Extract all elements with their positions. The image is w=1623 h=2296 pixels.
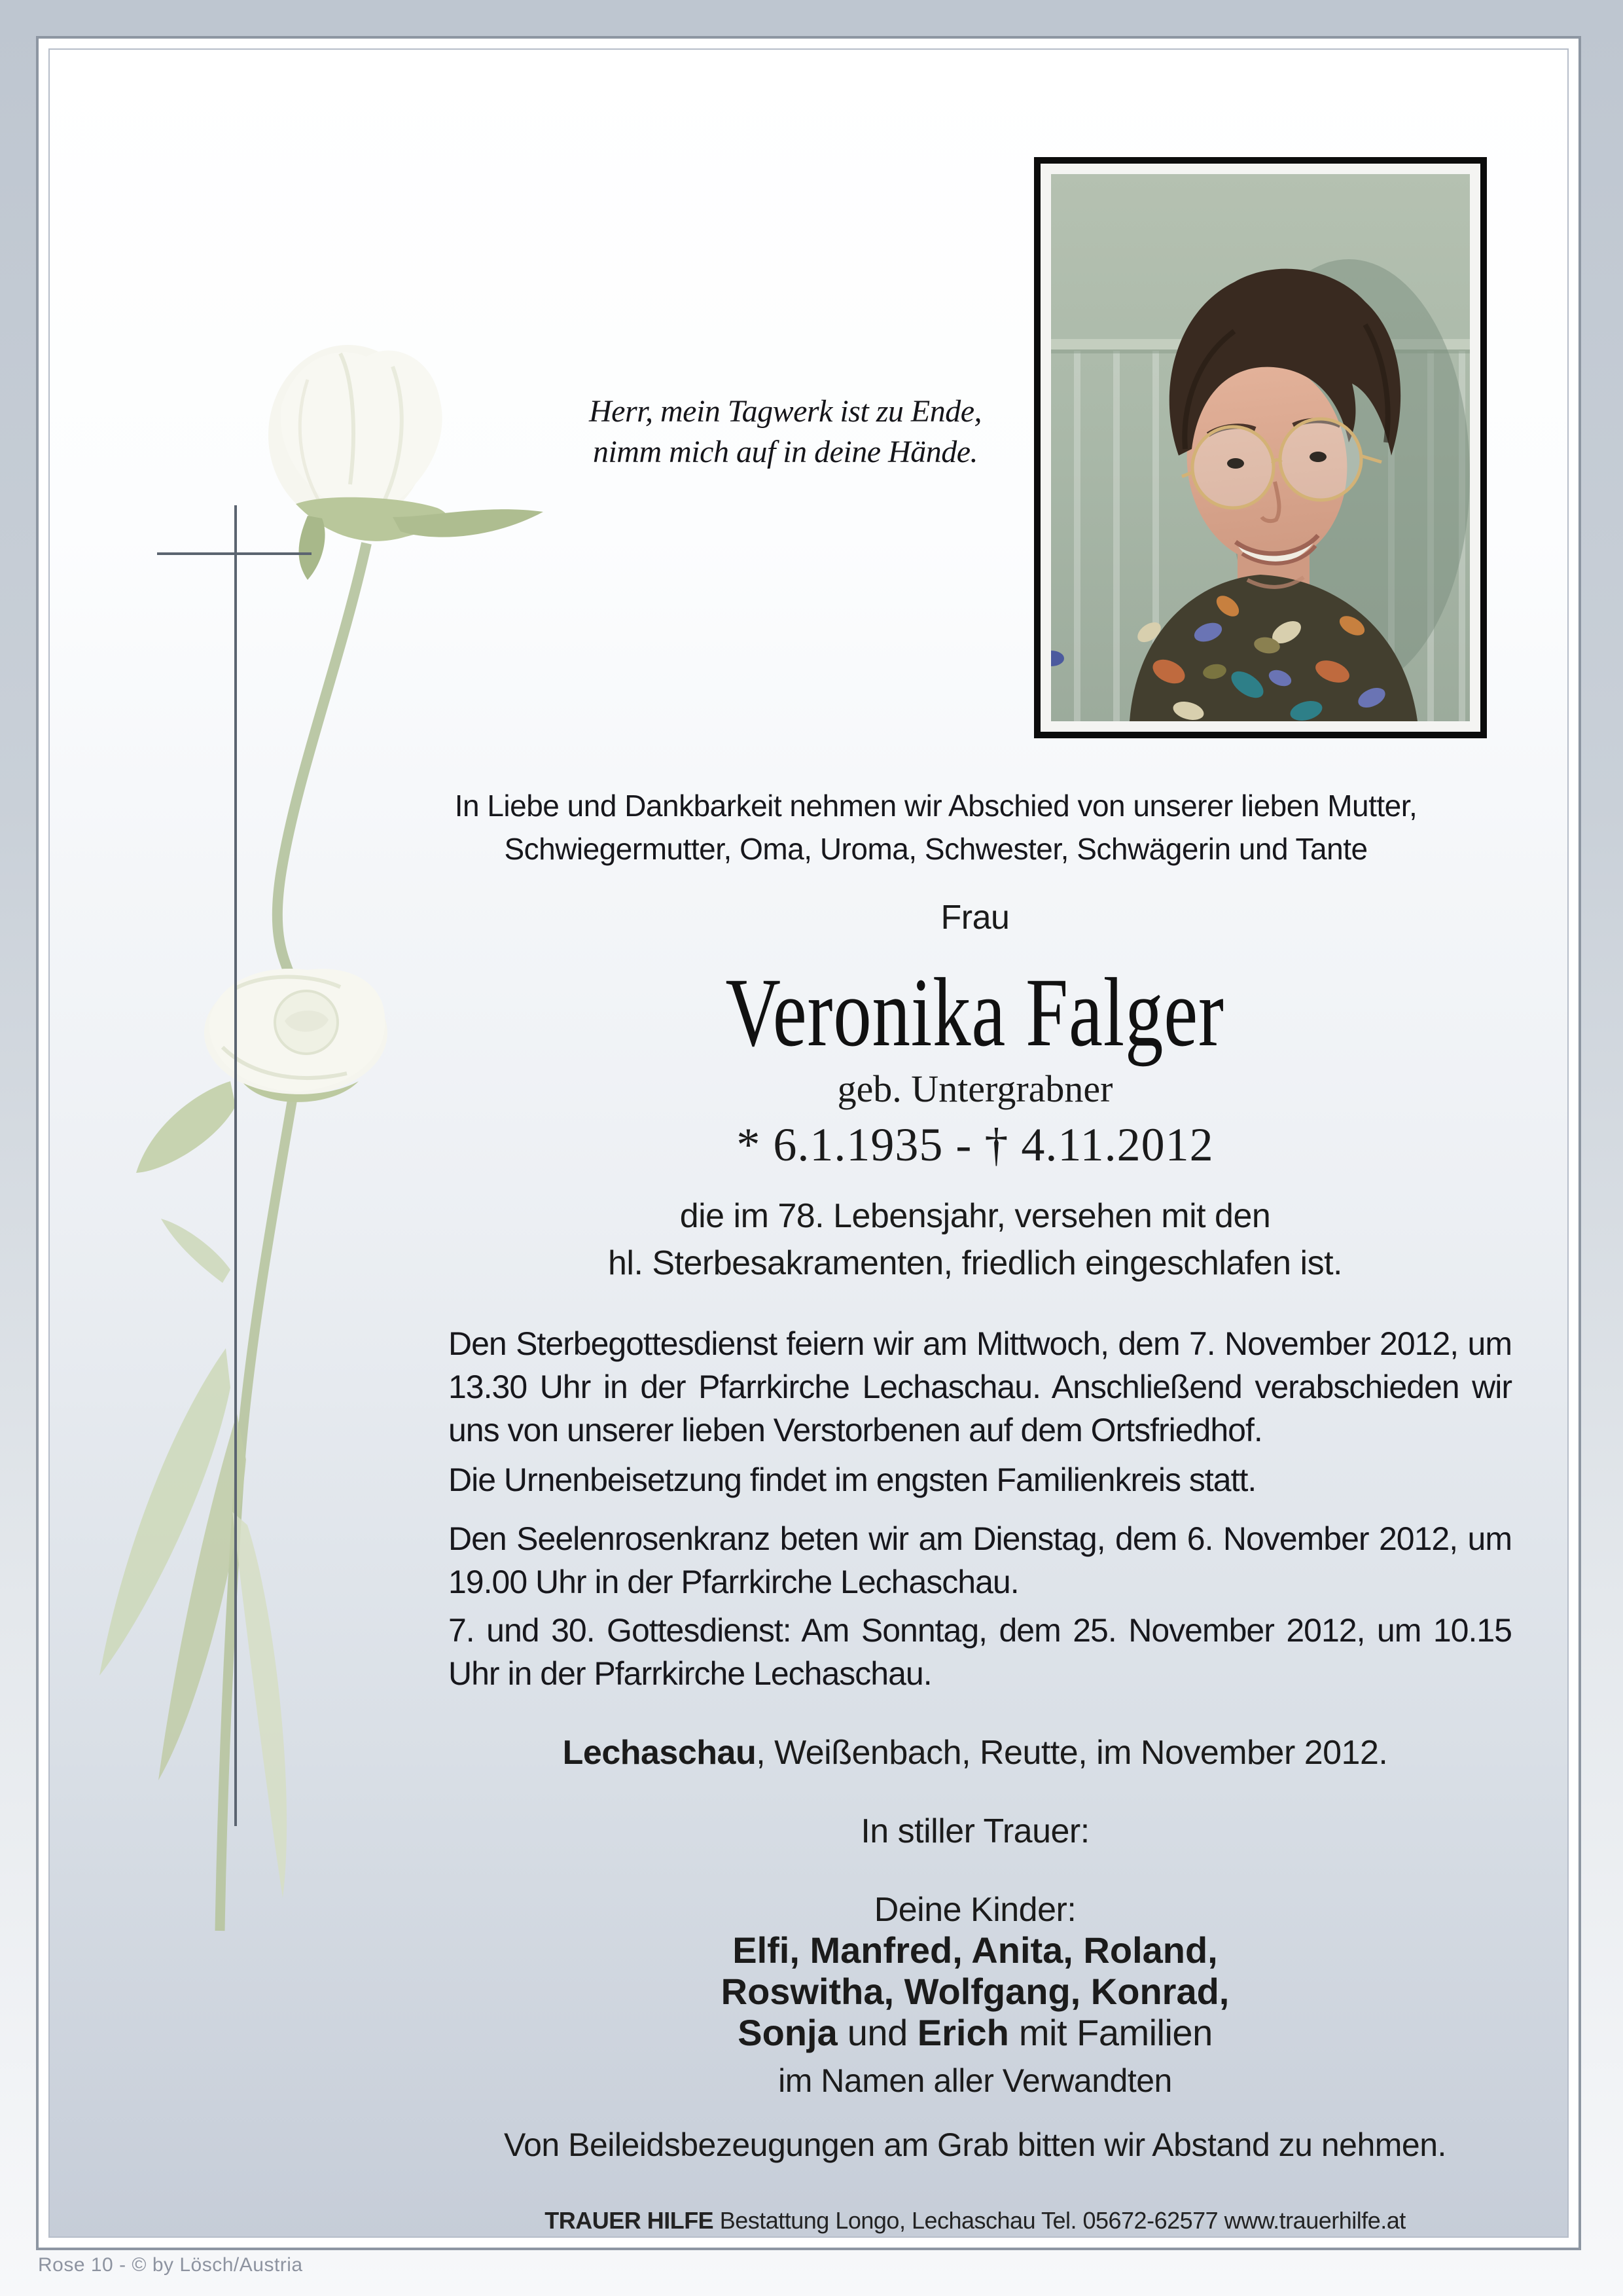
children-names: [448, 1929, 1502, 2053]
quote-line-1: Herr, mein Tagwerk ist zu Ende,: [588, 394, 982, 429]
quote-line-2: nimm mich auf in deine Hände.: [592, 435, 978, 469]
memorial-cross-icon: [157, 505, 312, 1826]
rosary-paragraph: Den Seelenrosenkranz beten wir am Dienstag, dem 6. November 2012, um 19.00 Uhr in der Pfarrkirche Lechaschau.: [448, 1520, 1512, 1600]
children-line-1: Elfi, Manfred, Anita, Roland,: [732, 1929, 1218, 1971]
salutation: Frau: [940, 899, 1010, 937]
memorial-service-paragraph: 7. und 30. Gottesdienst: Am Sonntag, dem 25. November 2012, um 10.15 Uhr in der Pfarrkirche Lechaschau.: [448, 1612, 1512, 1692]
portrait-photo-frame: [1034, 157, 1487, 738]
age-line-2: hl. Sterbesakramenten, friedlich eingeschlafen ist.: [607, 1244, 1342, 1282]
age-line-1: die im 78. Lebensjahr, versehen mit den: [679, 1197, 1271, 1235]
rose-leaf: [161, 1219, 230, 1283]
rose-bloom: [204, 969, 387, 1102]
funeral-home-footer: [448, 2207, 1502, 2234]
place-rest: , Weißenbach, Reutte, im November 2012.: [756, 1734, 1388, 1772]
deceased-name: Veronika Falger: [725, 958, 1225, 1067]
rose-leaf: [232, 1512, 287, 1898]
funeral-home-brand: TRAUER HILFE: [544, 2207, 714, 2234]
urn-burial-paragraph: Die Urnenbeisetzung findet im engsten Familienkreis statt.: [448, 1462, 1257, 1498]
rose-leaf: [136, 1081, 236, 1173]
intro-text: [366, 784, 1505, 870]
print-credit: Rose 10 - © by Lösch/Austria: [38, 2254, 303, 2276]
portrait-photo-mat: [1041, 164, 1480, 732]
funeral-home-info: Bestattung Longo, Lechaschau Tel. 05672-62577 www.trauerhilfe.at: [713, 2207, 1406, 2234]
place-date-line: [448, 1733, 1502, 1772]
age-text: [448, 1193, 1502, 1287]
opening-quote: [524, 391, 1047, 473]
mourning-line: In stiller Trauer:: [861, 1812, 1090, 1850]
rose-stem-upper: [277, 543, 366, 985]
intro-line-2: Schwiegermutter, Oma, Uroma, Schwester, Schwägerin und Tante: [504, 832, 1368, 866]
intro-line-1: In Liebe und Dankbarkeit nehmen wir Abschied von unserer lieben Mutter,: [454, 789, 1418, 823]
birth-death-dates: * 6.1.1935 - † 4.11.2012: [736, 1119, 1214, 1171]
children-label: Deine Kinder:: [874, 1891, 1077, 1929]
condolence-note: Von Beileidsbezeugungen am Grab bitten wir Abstand zu nehmen.: [504, 2126, 1446, 2163]
portrait-photo: [1051, 174, 1470, 721]
rose-bud: [268, 345, 543, 580]
relatives-line: im Namen aller Verwandten: [778, 2062, 1172, 2099]
maiden-name: geb. Untergrabner: [837, 1067, 1113, 1110]
funeral-service-paragraph: Den Sterbegottesdienst feiern wir am Mittwoch, dem 7. November 2012, um 13.30 Uhr in der Pfarrkirche Lechaschau. Anschließend verabschieden wir uns von unserer lieben Verstorbenen auf dem Ortsfriedhof.: [448, 1325, 1512, 1448]
children-line-2: Roswitha, Wolfgang, Konrad,: [721, 1971, 1230, 2012]
place-bold: Lechaschau: [562, 1734, 757, 1772]
children-line-3: Sonja und Erich mit Familien: [738, 2012, 1213, 2053]
